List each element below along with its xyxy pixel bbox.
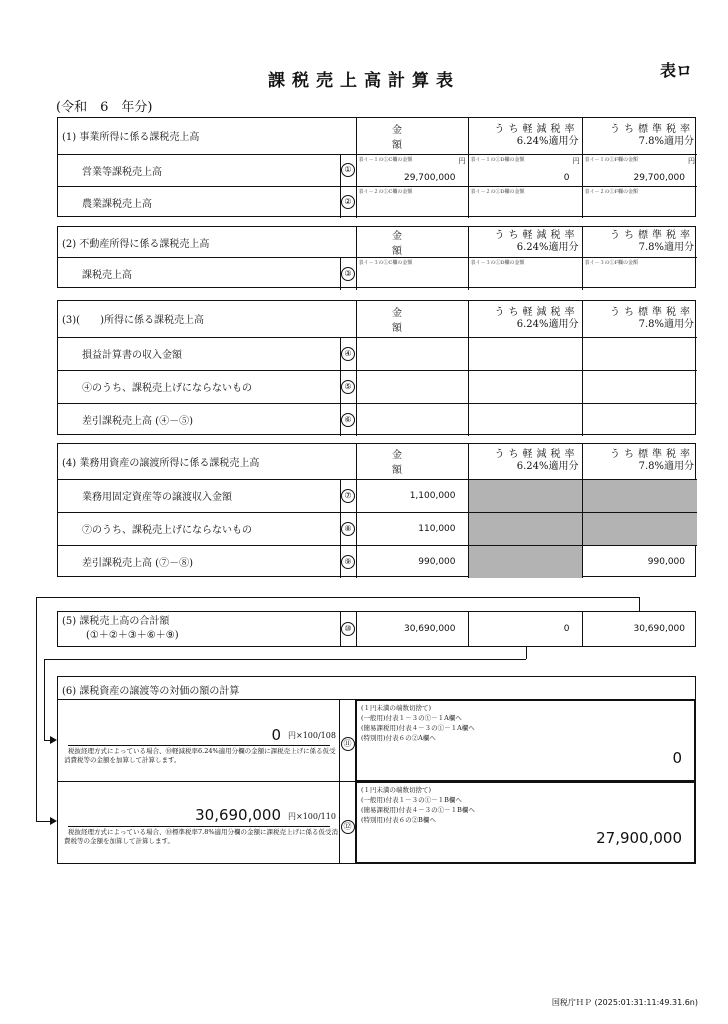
standard-cell: 990,000 — [582, 545, 697, 578]
instruction: (１円未満の端数切捨て) — [361, 704, 432, 712]
reduced-cell: 表イ－２の①D欄の金額 — [468, 186, 582, 218]
result-12: 27,900,000 — [596, 829, 682, 847]
header-amount: 金 額 — [356, 118, 468, 154]
row-label: 農業課税売上高 — [58, 186, 340, 218]
row-number: ⑨ — [340, 545, 356, 578]
section-4-title: (4) 業務用資産の譲渡所得に係る課税売上高 — [58, 444, 356, 479]
row-number: ④ — [340, 337, 356, 370]
amount-11: 0 — [271, 726, 281, 744]
connector-line — [526, 647, 527, 659]
total-reduced: 0 — [468, 612, 582, 646]
arrow-right-icon — [50, 817, 57, 825]
standard-cell: 表イ－１の①F欄の金額 円 29,700,000 — [582, 154, 697, 186]
standard-cell: 表イ－２の①F欄の金額 — [582, 186, 697, 218]
header-reduced: うち軽減税率 6.24%適用分 — [468, 301, 582, 337]
standard-cell: 表イ－３の①F欄の金額 — [582, 258, 697, 290]
row-label: 差引課税売上高 (⑦－⑧) — [58, 545, 340, 578]
standard-cell-disabled — [582, 512, 697, 545]
result-box-12 — [356, 782, 695, 863]
row-number: ⑪ — [340, 731, 355, 751]
section-2 — [57, 226, 696, 288]
standard-cell — [582, 337, 697, 370]
connector-line — [36, 821, 50, 822]
connector-line — [639, 597, 640, 611]
standard-cell — [582, 403, 697, 436]
header-amount: 金 額 — [356, 227, 468, 258]
amount-cell: 表イ－２の①C欄の金額 — [356, 186, 468, 218]
connector-line — [36, 597, 37, 821]
row-number: ② — [340, 186, 356, 218]
header-standard: うち標準税率 7.8%適用分 — [582, 118, 697, 154]
row-label: 差引課税売上高 (④－⑤) — [58, 403, 340, 436]
footer: 国税庁ＨＰ (2025:01:31:11:49.31.6n) — [551, 998, 698, 1007]
note-11: 税抜経理方式によっている場合、⑩軽減税率6.24%適用分欄の金額に課税売上げに係る仮受消費税等の金額を加算して計算します。 — [64, 747, 336, 764]
result-box-11 — [356, 700, 695, 781]
section-1 — [57, 117, 696, 217]
standard-cell-disabled — [582, 479, 697, 512]
total-standard: 30,690,000 — [582, 612, 697, 646]
connector-line — [44, 659, 526, 660]
header-standard: うち標準税率 7.8%適用分 — [582, 301, 697, 337]
row-number: ③ — [340, 258, 356, 290]
row-number: ⑥ — [340, 403, 356, 436]
reduced-cell — [468, 370, 582, 403]
instruction: (一般用)付表１－３の①－１A欄へ — [361, 714, 462, 722]
instruction: (特別用)付表６の②A欄へ — [361, 734, 436, 742]
amount-cell: 990,000 — [356, 545, 468, 578]
section-6 — [57, 676, 696, 864]
amount-cell — [356, 370, 468, 403]
row-number: ⑦ — [340, 479, 356, 512]
amount-cell — [356, 403, 468, 436]
amount-cell: 表イ－１の①C欄の金額 円 29,700,000 — [356, 154, 468, 186]
header-reduced: うち軽減税率 6.24%適用分 — [468, 118, 582, 154]
header-standard: うち標準税率 7.8%適用分 — [582, 444, 697, 479]
amount-cell: 110,000 — [356, 512, 468, 545]
note-12: 税抜経理方式によっている場合、⑩標準税率7.8%適用分欄の金額に課税売上げに係る仮受消費税等の金額を加算して計算します。 — [64, 828, 339, 845]
section-5-title: (5) 課税売上高の合計額 (①＋②＋③＋⑥＋⑨) — [58, 612, 340, 646]
header-amount: 金 額 — [356, 301, 468, 337]
unit-11: 円×100/108 — [288, 731, 336, 740]
amount-cell: 表イ－３の①C欄の金額 — [356, 258, 468, 290]
reduced-cell: 表イ－３の①D欄の金額 — [468, 258, 582, 290]
row-label: 損益計算書の収入金額 — [58, 337, 340, 370]
section-3 — [57, 300, 696, 435]
section-6-title: (6) 課税資産の譲渡等の対価の額の計算 — [62, 686, 240, 697]
reduced-cell — [468, 403, 582, 436]
row-label: 業務用固定資産等の譲渡収入金額 — [58, 479, 340, 512]
amount-cell: 1,100,000 — [356, 479, 468, 512]
total-amount: 30,690,000 — [356, 612, 468, 646]
section-2-title: (2) 不動産所得に係る課税売上高 — [58, 227, 356, 258]
instruction: (一般用)付表１－３の①－１B欄へ — [361, 796, 462, 804]
amount-cell — [356, 337, 468, 370]
reduced-cell-disabled — [468, 545, 582, 578]
instruction: (１円未満の端数切捨て) — [361, 786, 432, 794]
reduced-cell-disabled — [468, 479, 582, 512]
header-reduced: うち軽減税率 6.24%適用分 — [468, 444, 582, 479]
section-1-title: (1) 事業所得に係る課税売上高 — [58, 118, 356, 154]
header-amount: 金 額 — [356, 444, 468, 479]
page-title: 課税売上高計算表 — [268, 71, 460, 91]
header-reduced: うち軽減税率 6.24%適用分 — [468, 227, 582, 258]
row-label: ⑦のうち、課税売上げにならないもの — [58, 512, 340, 545]
instruction: (簡易課税用)付表４－３の①－１A欄へ — [361, 724, 475, 732]
connector-line — [44, 659, 45, 740]
row-number: ⑤ — [340, 370, 356, 403]
unit-12: 円×100/110 — [288, 812, 336, 821]
reduced-cell — [468, 337, 582, 370]
year-label: (令和 6 年分) — [56, 100, 153, 115]
amount-12: 30,690,000 — [195, 806, 281, 824]
section-5 — [57, 611, 696, 647]
row-label: 課税売上高 — [58, 258, 340, 290]
row-number: ⑫ — [340, 814, 355, 834]
standard-cell — [582, 370, 697, 403]
header-standard: うち標準税率 7.8%適用分 — [582, 227, 697, 258]
row-label: 営業等課税売上高 — [58, 154, 340, 186]
form-code: 表ロ — [659, 61, 692, 80]
reduced-cell-disabled — [468, 512, 582, 545]
instruction: (簡易課税用)付表４－３の①－１B欄へ — [361, 806, 475, 814]
instruction: (特別用)付表６の②B欄へ — [361, 816, 436, 824]
reduced-cell: 表イ－１の①D欄の金額 円 0 — [468, 154, 582, 186]
row-label: ④のうち、課税売上げにならないもの — [58, 370, 340, 403]
section-4 — [57, 443, 696, 577]
result-11: 0 — [672, 749, 682, 767]
connector-line — [36, 597, 639, 598]
row-number: ⑧ — [340, 512, 356, 545]
row-number: ① — [340, 154, 356, 186]
section-3-title: (3)( )所得に係る課税売上高 — [58, 301, 356, 337]
row-number: ⑩ — [340, 612, 356, 646]
arrow-right-icon — [50, 736, 57, 744]
